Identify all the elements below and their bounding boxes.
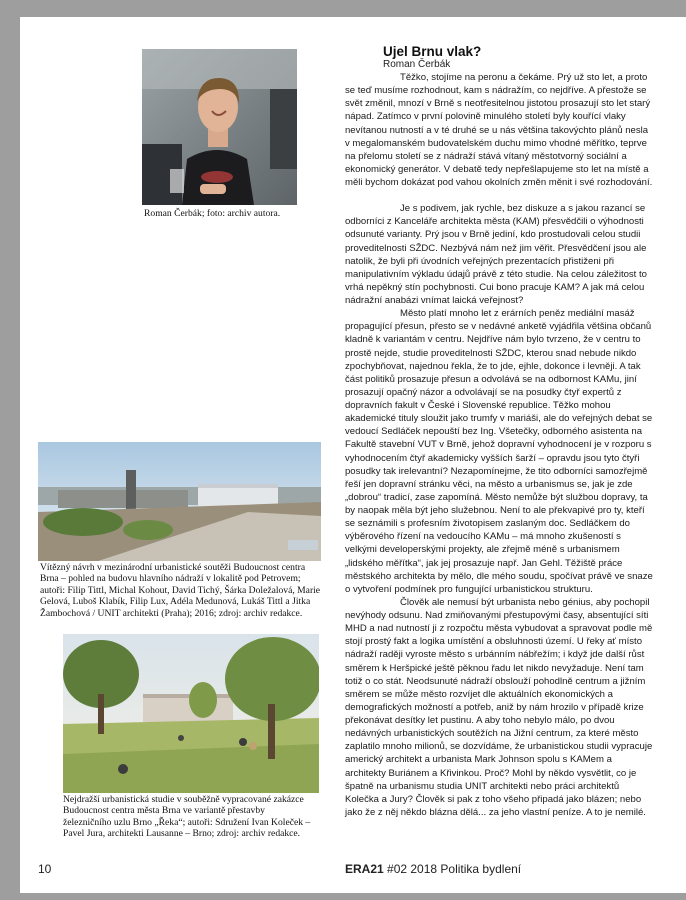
article-paragraph: Těžko, stojíme na peronu a čekáme. Prý už sto let, a proto se teď musíme rozhodnout, kam s nádražím, co nejdříve. A přestože se svět změnil, mnozí v Brně s neotřesitelnou jistotou prosazují sto let starý nápad. Zatímco v první polovině minulého století byly kouřící vlaky nevítanou nutností a v té druhé se u nás většina takovýchto plánů nesla v megalomanském budovatelském duchu mimo vhodné měřítko, teprve na přelomu století se z nádraží stává vítaný městotvorný sociální a ekonomický generátor. V debatě tedy nepřešlapujeme sto let na místě a měli bychom dokázat pod vahou okolních změn měnit i své rozhodování. [345, 72, 653, 188]
issue-info: #02 2018 Politika bydlení [387, 862, 522, 876]
portrait-caption: Roman Čerbák; foto: archiv autora. [144, 208, 281, 219]
urban-study-render-photo [63, 634, 319, 793]
article-paragraph: Člověk ale nemusí být urbanista nebo génius, aby pochopil nevýhody odsunu. Nad zmiňovanými přestupovými časy, absentující síti MHD a nad nutností ji z rozpočtu města vybudovat a spravovat podle mě stojí prostý fakt a logika umístění a obsluhnosti území. U řeky ať místo nádraží raději vyroste město s urbánním nábřežím; i když jde další růst směrem k Heršpické ještě pěknou řadu let nikdo nevyžaduje. Není tam totiž o co stát. Neodsunuté nádraží obslouží pohodlně centrum a jižním směrem se může město rozvíjet dle aktuálních ekonomických a demografických možností a potřeb, aniž by nám hrozilo v případě krize překonávat desítky let pustinu. A aby toho nebylo málo, po dvou nedávných urbanistických soutěžích na Jižní centrum, za které město zaplatilo mnoho milionů, se dozvídáme, že urbanistickou studii vypracuje americký architekt a urbanista Mark Johnson spolu s KAMem a architekty Buriánem a Křivinkou. Proč? Mohl by někdo vysvětlit, co je špatně na urbanismu studia UNIT architekti nebo práci architektů Kolečka a Jury? Člověk si pak z toho všeho připadá jako blázen; nebo jako že z něj někdo blázna dělá... za jeho vlastní peníze. A to je nemilé. [345, 596, 653, 818]
study-caption: Nejdražší urbanistická studie v souběžně vypracované zakázce Budoucnost centra města Brna ve variantě přestavby železničního uzlu Brno „Řeka“; autoři: Sdružení Ivan Koleček – Pavel Jura, architekti Lausanne – Brno; zdroj: archiv redakce. [63, 794, 311, 840]
article-title: Ujel Brnu vlak? [383, 44, 482, 59]
competition-caption: Vítězný návrh v mezinárodní urbanistické soutěži Budoucnost centra Brna – pohled na budovu hlavního nádraží v lokalitě pod Petrovem; autoři: Filip Tittl, Michal Kohout, David Tichý, Šárka Doležalová, Marie Gelová, Luboš Klabík, Filip Lux, Adéla Medunová, Lukáš Tittl a Jitka Žambochová / UNIT architekti (Praha); 2016; zdroj: archiv redakce. [40, 562, 321, 619]
article-author: Roman Čerbák [383, 59, 451, 70]
article-body [345, 71, 653, 819]
competition-render-photo [38, 442, 321, 561]
article-paragraph: Město platí mnoho let z erárních peněz mediální masáž propagující přesun, přesto se v nedávné anketě vyjádřila většina občanů kladně k variantám v centru. Nejdříve nám bylo tvrzeno, že v centru to prostě nejde, studie proveditelnosti SŽDC, kterou snad nebude nikdo zpochybňovat, najednou řekla, že to jde, ejhle, dokonce i levněji. A tak část politiků prosazuje přesun a odvolává se na odbornost KAMu, jiní prosazují opačný názor a odvolávají se na posudky čtyř expertů z dopravních fakult v České i Slovenské republice. Těžko mohou akademické tituly sloužit jako trumfy v mariáši, ale do veřejných debat se vedoucí Sedláček nepouští bez Ing. Všetečky, odborného asistenta na Fakultě stavební VUT v Brně, jehož dopravní vyhodnocení je v rozporu s vyhodnocením čtyř akademicky vyšších šarží – opravdu jsou tyto čtyři posudky tak irelevantní? Nezapomínejme, že tito odborníci samozřejmě řeší jen dopravní stránku věci, na město a urbanismus se, jak je zde „dobrou“ tradicí, zase zapomíná. Město nemůže být službou dopravy, ta by naopak měla být jeho služebnou. Není to ale překvapivé pro ty, kteří se seznámili s profesním životopisem zaslaným doc. Sedláčkem do výběrového řízení na vedoucího KAMu – má mnoho zkušeností s velkými developerskými projekty, ale zřejmě méně s urbanismem „lidského měřítka“, jak jej prosazuje např. Jan Gehl. Těžiště práce městského architekta by mělo, dle mého soudu, spočívat právě ve snaze o vytvoření podmínek pro fungující urbanistickou strukturu. [345, 308, 653, 595]
author-portrait-photo [142, 49, 297, 205]
magazine-footer [345, 862, 521, 876]
magazine-name: ERA21 [345, 862, 384, 876]
magazine-page [20, 17, 686, 893]
page-number: 10 [38, 862, 52, 876]
article-paragraph: Je s podivem, jak rychle, bez diskuze a s jakou razancí se odborníci z Kanceláře architekta města (KAM) přesvědčili o výhodnosti odsunuté varianty. Prý jsou v Brně jediní, kdo prostudovali celou studii proveditelnosti SŽDC. Nezbývá nám než jim věřit. Přesvědčení jsou ale natolik, že byli při úvodních veřejných prezentacích přistiženi při manipulativním výkladu údajů právě z této studie. Na celou záležitost to vrhá nepěkný stín pochybnosti. Cui bono pracuje KAM? A jak má celou nádražní anabázi vnímat laická veřejnost? [345, 203, 647, 306]
